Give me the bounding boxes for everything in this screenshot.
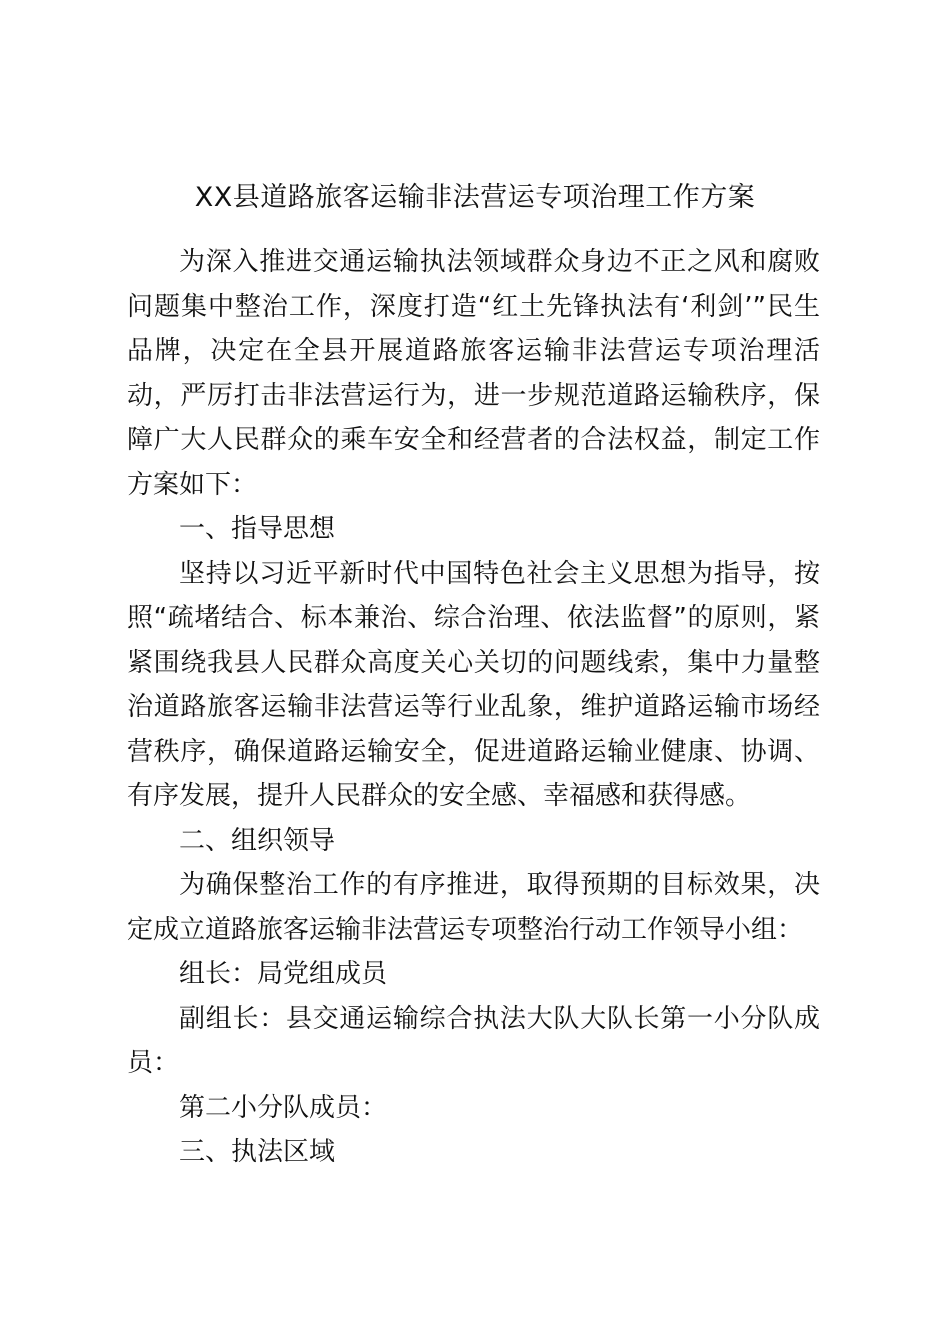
second-team-line: 第二小分队成员：: [179, 1092, 388, 1123]
intro-paragraph: 为深入推进交通运输执法领域群众身边不正之风和腐败问题集中整治工作，深度打造“红土先锋执法有‘利剑’”民生品牌，决定在全县开展道路旅客运输非法营运专项治理活动，严厉打击非法营运行为，进一步规范道路运输秩序，保障广大人民群众的乘车安全和经营者的合法权益，制定工作方案如下：: [127, 247, 820, 500]
group-leader-line: 组长：局党组成员: [179, 959, 388, 989]
document-title: XX县道路旅客运输非法营运专项治理工作方案: [194, 182, 756, 213]
section-heading-guiding-ideology: 一、指导思想: [179, 514, 336, 544]
deputy-leader-line: 副组长：县交通运输综合执法大队大队长第一小分队成员：: [127, 1003, 820, 1078]
document-body: [127, 240, 820, 1175]
section-heading-organization-leadership: 二、组织领导: [179, 825, 336, 856]
guiding-ideology-paragraph: 坚持以习近平新时代中国特色社会主义思想为指导，按照“疏堵结合、标本兼治、综合治理、依法监督”的原则，紧紧围绕我县人民群众高度关心关切的问题线索，集中力量整治道路旅客运输非法营运等行业乱象，维护道路运输市场经营秩序，确保道路运输安全，促进道路运输业健康、协调、有序发展，提升人民群众的安全感、幸福感和获得感。: [127, 558, 820, 811]
section-heading-enforcement-area: 三、执法区域: [179, 1137, 336, 1167]
organization-leadership-paragraph: 为确保整治工作的有序推进，取得预期的目标效果，决定成立道路旅客运输非法营运专项整治行动工作领导小组：: [127, 870, 820, 945]
